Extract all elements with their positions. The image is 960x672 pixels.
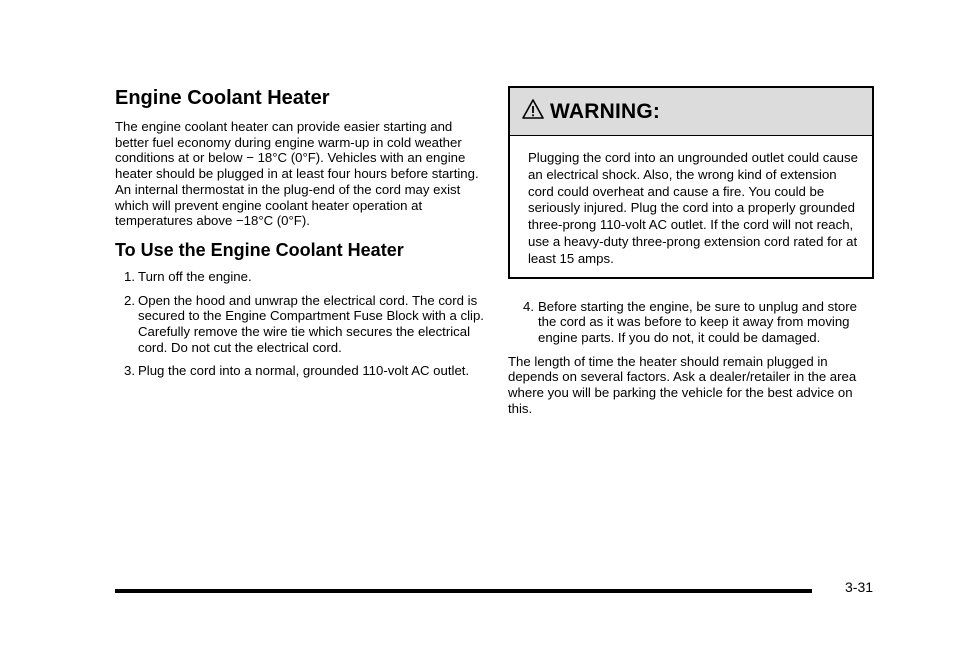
warning-header: [510, 88, 872, 136]
section-heading: To Use the Engine Coolant Heater: [115, 239, 404, 260]
warning-body: [510, 136, 872, 277]
step-text: Open the hood and unwrap the electrical cord. The cord is secured to the Engine Compartment Fuse Block with a clip. Carefully remove the wire tie which secures the electrical cord. Do not cut the electrical cord.: [138, 292, 484, 355]
footer-rule: [115, 589, 812, 593]
list-item: [115, 293, 485, 356]
steps-list: [115, 269, 485, 379]
step-text: Turn off the engine.: [138, 268, 252, 284]
list-item: [115, 269, 485, 285]
list-item: [115, 363, 485, 379]
page-title: Engine Coolant Heater: [115, 87, 330, 109]
warning-text: Plugging the cord into an ungrounded outlet could cause an electrical shock. Also, the wrong kind of extension cord could overheat and cause a fire. You could be seriously injured. Plug the cord into a properly grounded three-prong 110-volt AC outlet. If the cord will not reach, use a heavy-duty three-prong extension cord rated for at least 15 amps.: [528, 150, 858, 266]
page-number: 3-31: [845, 579, 874, 595]
warning-title: WARNING:: [550, 99, 661, 123]
right-column: [508, 86, 874, 417]
step-number: 3.: [124, 363, 135, 379]
warning-box: [508, 86, 874, 279]
warning-triangle-icon: [522, 98, 544, 125]
step-number: 4.: [523, 298, 534, 314]
list-item: [508, 299, 874, 346]
steps-list-continued: [508, 299, 874, 346]
intro-paragraph: The engine coolant heater can provide easier starting and better fuel economy during engine warm-up in cold weather conditions at or below − 18°C (0°F). Vehicles with an engine heater should be plugged in at least four hours before starting. An internal thermostat in the plug-end of the cord may exist which will prevent engine coolant heater operation at temperatures above −18°C (0°F).: [115, 119, 479, 229]
closing-paragraph: The length of time the heater should remain plugged in depends on several factors. Ask a dealer/retailer in the area where you will be parking the vehicle for the best advice on this.: [508, 353, 857, 416]
left-column: [115, 86, 485, 387]
step-text: Plug the cord into a normal, grounded 110-volt AC outlet.: [138, 363, 470, 379]
step-number: 1.: [124, 268, 135, 284]
step-number: 2.: [124, 292, 135, 308]
step-text: Before starting the engine, be sure to unplug and store the cord as it was before to keep it away from moving engine parts. If you do not, it could be damaged.: [538, 298, 857, 345]
